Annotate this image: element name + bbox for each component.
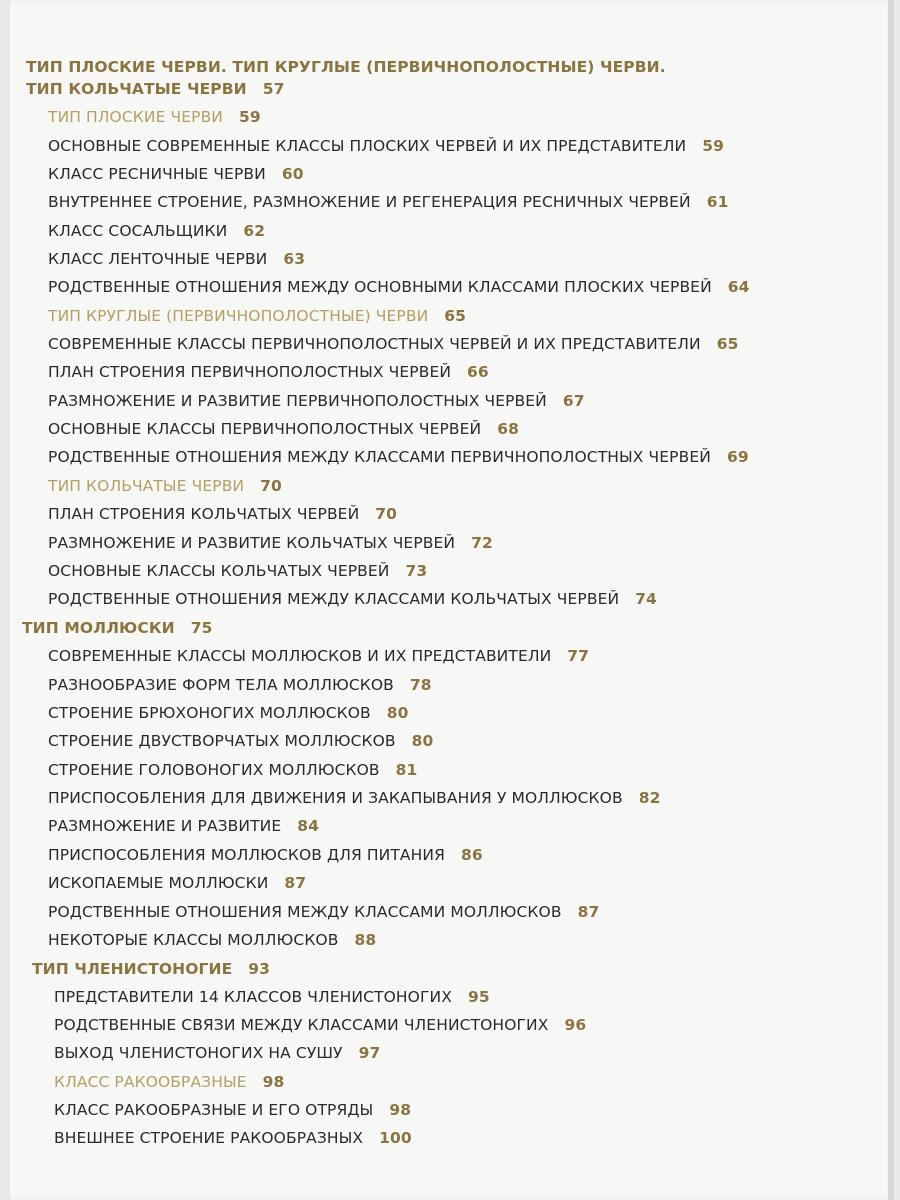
toc-entry-title: ОСНОВНЫЕ КЛАССЫ ПЕРВИЧНОПОЛОСТНЫХ ЧЕРВЕЙ [48, 420, 482, 438]
toc-entry-title: ПРИСПОСОБЛЕНИЯ МОЛЛЮСКОВ ДЛЯ ПИТАНИЯ [48, 846, 445, 864]
toc-entry-title: РОДСТВЕННЫЕ ОТНОШЕНИЯ МЕЖДУ КЛАССАМИ КОЛЬЧАТЫХ ЧЕРВЕЙ [48, 590, 620, 608]
toc-entry-page-number: 68 [497, 420, 520, 438]
toc-section-heading [26, 57, 666, 77]
toc-entry-title: КЛАСС РЕСНИЧНЫЕ ЧЕРВИ [48, 165, 266, 183]
toc-entry-page-number: 86 [460, 846, 483, 864]
toc-entry-title: КЛАСС РАКООБРАЗНЫЕ [54, 1073, 247, 1091]
toc-entry-page-number: 72 [471, 534, 493, 552]
toc-entry-title: РАЗМНОЖЕНИЕ И РАЗВИТИЕ ПЕРВИЧНОПОЛОСТНЫХ ЧЕРВЕЙ [48, 392, 547, 410]
toc-entry-page-number: 59 [239, 108, 261, 126]
toc-entry-title: СТРОЕНИЕ ГОЛОВОНОГИХ МОЛЛЮСКОВ [48, 761, 380, 779]
toc-entry-title: ТИП ЧЛЕНИСТОНОГИЕ [32, 960, 233, 978]
toc-entry [48, 873, 306, 893]
page-edge [888, 0, 894, 1200]
toc-entry-page-number: 67 [562, 392, 585, 410]
toc-subsection-heading [54, 1072, 284, 1092]
toc-entry-title: КЛАСС ЛЕНТОЧНЫЕ ЧЕРВИ [48, 250, 268, 268]
toc-entry-page-number: 87 [284, 874, 307, 892]
toc-entry [48, 788, 660, 808]
toc-entry [48, 533, 493, 553]
toc-entry-title: ПРИСПОСОБЛЕНИЯ ДЛЯ ДВИЖЕНИЯ И ЗАКАПЫВАНИЯ У МОЛЛЮСКОВ [48, 789, 623, 807]
toc-entry-page-number: 70 [260, 477, 282, 495]
toc-entry [48, 589, 657, 609]
toc-entry-page-number: 62 [243, 222, 266, 240]
toc-entry-title: НЕКОТОРЫЕ КЛАССЫ МОЛЛЮСКОВ [48, 931, 339, 949]
toc-entry-page-number: 77 [567, 647, 590, 665]
toc-entry-page-number: 95 [467, 988, 490, 1006]
toc-entry-title: СТРОЕНИЕ БРЮХОНОГИХ МОЛЛЮСКОВ [48, 704, 371, 722]
toc-entry-title: СОВРЕМЕННЫЕ КЛАССЫ МОЛЛЮСКОВ И ИХ ПРЕДСТАВИТЕЛИ [48, 647, 552, 665]
toc-entry-page-number: 97 [358, 1044, 381, 1062]
toc-entry-title: ТИП МОЛЛЮСКИ [22, 619, 175, 637]
toc-entry [54, 1128, 412, 1148]
toc-entry-title: КЛАСС РАКООБРАЗНЫЕ И ЕГО ОТРЯДЫ [54, 1101, 374, 1119]
toc-entry-title: ОСНОВНЫЕ СОВРЕМЕННЫЕ КЛАССЫ ПЛОСКИХ ЧЕРВЕЙ И ИХ ПРЕДСТАВИТЕЛИ [48, 137, 687, 155]
toc-entry-title: ВНУТРЕННЕЕ СТРОЕНИЕ, РАЗМНОЖЕНИЕ И РЕГЕНЕРАЦИЯ РЕСНИЧНЫХ ЧЕРВЕЙ [48, 193, 691, 211]
toc-entry [48, 703, 409, 723]
toc-entry-page-number: 100 [379, 1129, 412, 1147]
toc-entry [48, 731, 433, 751]
toc-entry [54, 987, 490, 1007]
toc-entry-page-number: 80 [386, 704, 409, 722]
toc-entry-page-number: 73 [405, 562, 428, 580]
toc-entry-title: ВНЕШНЕЕ СТРОЕНИЕ РАКООБРАЗНЫХ [54, 1129, 364, 1147]
toc-entry-page-number: 87 [577, 903, 600, 921]
toc-entry-title: ИСКОПАЕМЫЕ МОЛЛЮСКИ [48, 874, 269, 892]
toc-entry-title: ТИП ПЛОСКИЕ ЧЕРВИ. ТИП КРУГЛЫЕ (ПЕРВИЧНОПОЛОСТНЫЕ) ЧЕРВИ. [26, 58, 666, 76]
toc-entry-page-number: 74 [635, 590, 657, 608]
toc-entry-page-number: 69 [726, 448, 749, 466]
toc-entry [48, 391, 585, 411]
toc-entry [54, 1043, 380, 1063]
toc-entry [48, 675, 432, 695]
toc-entry-title: РОДСТВЕННЫЕ ОТНОШЕНИЯ МЕЖДУ КЛАССАМИ МОЛЛЮСКОВ [48, 903, 562, 921]
toc-section-heading [22, 618, 212, 638]
toc-entry [48, 816, 319, 836]
toc-entry-page-number: 61 [706, 193, 729, 211]
toc-entry-title: ВЫХОД ЧЛЕНИСТОНОГИХ НА СУШУ [54, 1044, 343, 1062]
toc-entry [48, 277, 750, 297]
toc-entry-title: РАЗНООБРАЗИЕ ФОРМ ТЕЛА МОЛЛЮСКОВ [48, 676, 394, 694]
toc-entry-title: РАЗМНОЖЕНИЕ И РАЗВИТИЕ КОЛЬЧАТЫХ ЧЕРВЕЙ [48, 534, 456, 552]
toc-entry-title: СОВРЕМЕННЫЕ КЛАССЫ ПЕРВИЧНОПОЛОСТНЫХ ЧЕРВЕЙ И ИХ ПРЕДСТАВИТЕЛИ [48, 335, 701, 353]
toc-entry [48, 221, 265, 241]
toc-entry-title: ТИП КРУГЛЫЕ (ПЕРВИЧНОПОЛОСТНЫЕ) ЧЕРВИ [48, 307, 429, 325]
toc-subsection-heading [48, 107, 261, 127]
toc-entry [48, 504, 397, 524]
toc-entry [48, 646, 589, 666]
toc-entry-page-number: 82 [638, 789, 661, 807]
toc-entry-page-number: 65 [716, 335, 739, 353]
toc-section-heading [26, 79, 285, 99]
toc-entry [48, 334, 738, 354]
toc-entry-page-number: 84 [297, 817, 320, 835]
toc-entry-title: ТИП ПЛОСКИЕ ЧЕРВИ [48, 108, 223, 126]
toc-entry-title: РОДСТВЕННЫЕ СВЯЗИ МЕЖДУ КЛАССАМИ ЧЛЕНИСТОНОГИХ [54, 1016, 549, 1034]
toc-entry [48, 249, 305, 269]
toc-entry-page-number: 59 [702, 137, 725, 155]
toc-entry-page-number: 65 [444, 307, 467, 325]
toc-entry-page-number: 78 [409, 676, 432, 694]
toc-entry [48, 419, 519, 439]
book-page [10, 0, 894, 1200]
toc-subsection-heading [48, 306, 466, 326]
toc-entry [48, 930, 376, 950]
toc-entry-page-number: 98 [262, 1073, 285, 1091]
toc-entry-page-number: 63 [283, 250, 306, 268]
table-of-contents [10, 0, 894, 1200]
toc-entry [48, 561, 427, 581]
toc-entry-page-number: 60 [281, 165, 304, 183]
toc-entry [48, 136, 724, 156]
toc-entry [48, 192, 729, 212]
toc-entry-page-number: 88 [354, 931, 377, 949]
toc-entry-title: РОДСТВЕННЫЕ ОТНОШЕНИЯ МЕЖДУ ОСНОВНЫМИ КЛАССАМИ ПЛОСКИХ ЧЕРВЕЙ [48, 278, 712, 296]
toc-entry [48, 164, 304, 184]
toc-entry-page-number: 64 [727, 278, 750, 296]
toc-entry-title: ПЛАН СТРОЕНИЯ ПЕРВИЧНОПОЛОСТНЫХ ЧЕРВЕЙ [48, 363, 452, 381]
toc-entry-page-number: 75 [190, 619, 213, 637]
toc-entry-title: РАЗМНОЖЕНИЕ И РАЗВИТИЕ [48, 817, 282, 835]
toc-entry-page-number: 81 [395, 761, 418, 779]
toc-section-heading [32, 959, 270, 979]
toc-entry [48, 447, 749, 467]
toc-entry [48, 845, 483, 865]
toc-entry-title: СТРОЕНИЕ ДВУСТВОРЧАТЫХ МОЛЛЮСКОВ [48, 732, 396, 750]
toc-entry-title: ТИП КОЛЬЧАТЫЕ ЧЕРВИ [48, 477, 245, 495]
toc-entry [54, 1100, 411, 1120]
toc-subsection-heading [48, 476, 282, 496]
toc-entry-page-number: 66 [467, 363, 489, 381]
toc-entry-page-number: 57 [262, 80, 285, 98]
toc-entry [48, 760, 417, 780]
toc-entry-title: КЛАСС СОСАЛЬЩИКИ [48, 222, 228, 240]
toc-entry-title: ОСНОВНЫЕ КЛАССЫ КОЛЬЧАТЫХ ЧЕРВЕЙ [48, 562, 390, 580]
toc-entry-title: ПРЕДСТАВИТЕЛИ 14 КЛАССОВ ЧЛЕНИСТОНОГИХ [54, 988, 452, 1006]
toc-entry-page-number: 70 [375, 505, 398, 523]
toc-entry [48, 362, 489, 382]
toc-entry-page-number: 80 [411, 732, 434, 750]
toc-entry [54, 1015, 586, 1035]
toc-entry-title: ПЛАН СТРОЕНИЯ КОЛЬЧАТЫХ ЧЕРВЕЙ [48, 505, 360, 523]
toc-entry-page-number: 93 [248, 960, 271, 978]
toc-entry-title: ТИП КОЛЬЧАТЫЕ ЧЕРВИ [26, 80, 247, 98]
toc-entry [48, 902, 599, 922]
toc-entry-title: РОДСТВЕННЫЕ ОТНОШЕНИЯ МЕЖДУ КЛАССАМИ ПЕРВИЧНОПОЛОСТНЫХ ЧЕРВЕЙ [48, 448, 711, 466]
toc-entry-page-number: 96 [564, 1016, 587, 1034]
toc-entry-page-number: 98 [389, 1101, 412, 1119]
